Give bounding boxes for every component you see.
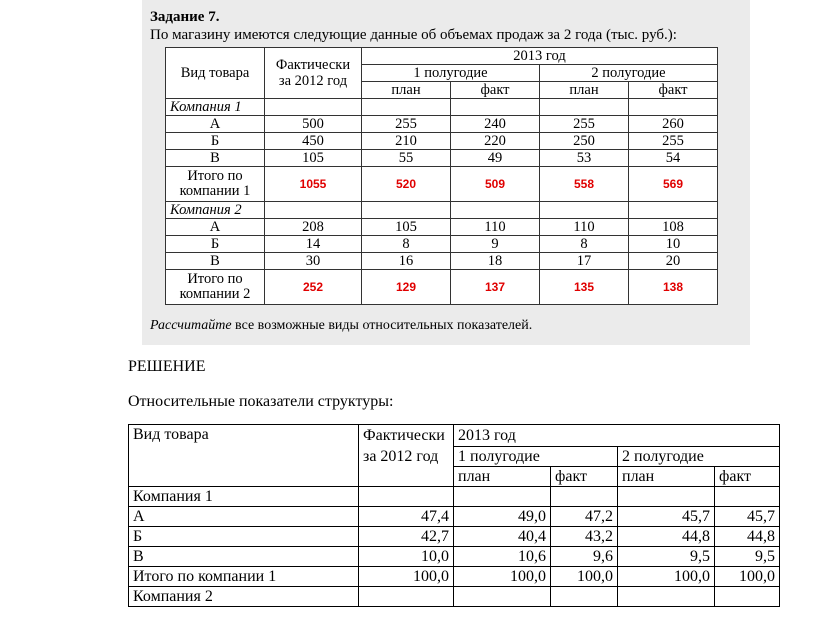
total-row-company-1: Итого по компании 1 100,0 100,0 100,0 100,0 100,0 [129, 567, 780, 587]
structure-table [128, 424, 780, 607]
task-title: Задание 7. [150, 9, 220, 25]
table-row: Б 450 210 220 250 255 [166, 133, 718, 150]
table-row: А 500 255 240 255 260 [166, 116, 718, 133]
task-text: По магазину имеются следующие данные об объемах продаж за 2 года (тыс. руб.): [150, 27, 677, 43]
header-actual-2012: Фактически за 2012 год [265, 48, 362, 99]
company-1-label: Компания 1 [166, 99, 265, 116]
header-year-2013: 2013 год [454, 425, 780, 447]
header-product: Вид товара [129, 425, 359, 487]
header-fact: факт [451, 82, 540, 99]
total-row-company-1: Итого по компании 1 1055 520 509 558 569 [166, 167, 718, 202]
header-plan: план [362, 82, 451, 99]
total-row-company-2: Итого по компании 2 252 129 137 135 138 [166, 270, 718, 305]
table-row: В 10,0 10,6 9,6 9,5 9,5 [129, 547, 780, 567]
header-fact: факт [629, 82, 718, 99]
solution-heading: РЕШЕНИЕ [128, 358, 206, 375]
company-2-label: Компания 2 [129, 587, 359, 607]
company-1-label: Компания 1 [129, 487, 359, 507]
header-year-2013: 2013 год [362, 48, 718, 65]
header-actual-2012: Фактически за 2012 год [359, 425, 454, 487]
header-plan: план [454, 467, 551, 487]
table-row: В 105 55 49 53 54 [166, 150, 718, 167]
solution-subheading: Относительные показатели структуры: [128, 393, 394, 410]
header-product: Вид товара [166, 48, 265, 99]
header-fact: факт [551, 467, 618, 487]
table-row: А 208 105 110 110 108 [166, 219, 718, 236]
source-table [165, 47, 718, 305]
task-note: Рассчитайте все возможные виды относительных показателей. [150, 318, 533, 333]
header-half-1: 1 полугодие [362, 65, 540, 82]
header-half-1: 1 полугодие [454, 447, 618, 467]
table-row: А 47,4 49,0 47,2 45,7 45,7 [129, 507, 780, 527]
table-row: Б 14 8 9 8 10 [166, 236, 718, 253]
header-fact: факт [715, 467, 780, 487]
header-plan: план [618, 467, 715, 487]
header-half-2: 2 полугодие [540, 65, 718, 82]
table-row: В 30 16 18 17 20 [166, 253, 718, 270]
table-row: Б 42,7 40,4 43,2 44,8 44,8 [129, 527, 780, 547]
header-plan: план [540, 82, 629, 99]
company-2-label: Компания 2 [166, 202, 265, 219]
header-half-2: 2 полугодие [618, 447, 780, 467]
